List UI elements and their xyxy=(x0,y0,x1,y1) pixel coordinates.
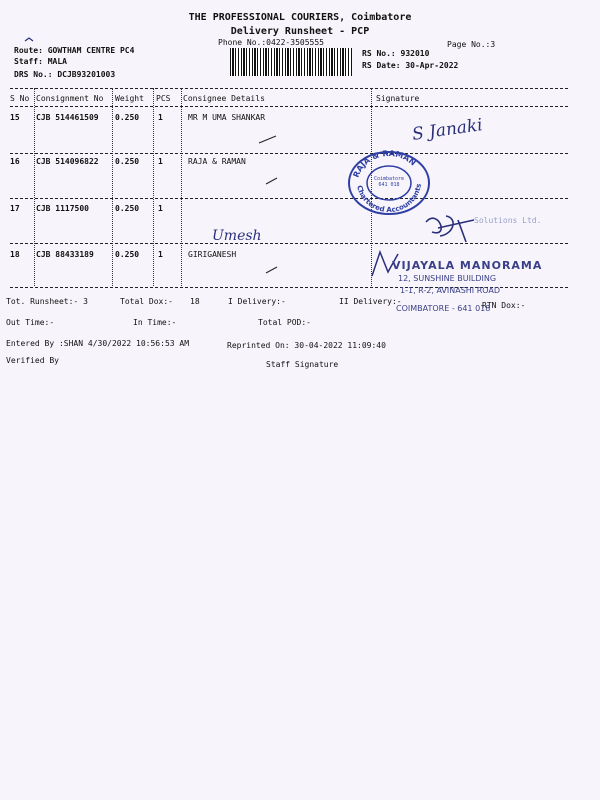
header-consignment: Consignment No xyxy=(36,94,104,103)
total-pod: Total POD:- xyxy=(258,318,311,327)
row-sno: 18 xyxy=(10,250,20,259)
rs-date: RS Date: 30-Apr-2022 xyxy=(362,61,459,70)
signature-handwritten: S Janaki xyxy=(410,115,484,145)
runsheet-title: Delivery Runsheet - PCP xyxy=(230,26,370,37)
row-weight: 0.250 xyxy=(115,157,140,166)
total-dox-label: Total Dox:- xyxy=(120,297,173,306)
row-pcs: 1 xyxy=(158,204,163,213)
ii-delivery: II Delivery:- xyxy=(339,297,402,306)
row-sno: 17 xyxy=(10,204,20,213)
row-pcs: 1 xyxy=(158,113,163,122)
company-title: THE PROFESSIONAL COURIERS, Coimbatore xyxy=(188,12,412,23)
stamp-ring-bottom: Chartered Accountants xyxy=(355,183,423,215)
reprinted-on: Reprinted On: 30-04-2022 11:09:40 xyxy=(227,341,386,350)
table-top-rule xyxy=(10,88,568,89)
raja-raman-stamp xyxy=(343,146,435,216)
i-delivery: I Delivery:- xyxy=(228,297,286,306)
row-weight: 0.250 xyxy=(115,113,140,122)
row-pcs: 1 xyxy=(158,157,163,166)
company-stamp-sign xyxy=(418,208,478,252)
total-runsheet: Tot. Runsheet:- 3 xyxy=(6,297,88,306)
barcode xyxy=(230,48,352,76)
row-consignee: RAJA & RAMAN xyxy=(188,157,246,166)
col-divider xyxy=(112,88,113,286)
row-weight: 0.250 xyxy=(115,250,140,259)
row-sno: 15 xyxy=(10,113,20,122)
out-time: Out Time:- xyxy=(6,318,55,327)
row-consignment: CJB 88433189 xyxy=(36,250,94,259)
rtn-dox: RTN Dox:- xyxy=(482,301,526,310)
tick-mark xyxy=(265,262,279,281)
staff-signature: Staff Signature xyxy=(266,360,339,369)
header-consignee: Consignee Details xyxy=(183,94,265,103)
row-consignment: CJB 514461509 xyxy=(36,113,99,122)
col-divider xyxy=(34,88,35,286)
header-signature: Signature xyxy=(376,94,420,103)
drs-number: DRS No.: DCJB93201003 xyxy=(14,70,116,79)
verified-by: Verified By xyxy=(6,356,59,365)
manorama-line1: VIJAYALA MANORAMA xyxy=(392,259,543,272)
handwritten-umesh: Umesh xyxy=(212,228,262,244)
stamp-ring-text: RAJA & RAMAN xyxy=(351,148,418,179)
total-dox-value: 18 xyxy=(190,297,200,306)
row-consignment: CJB 1117500 xyxy=(36,204,89,213)
row-rule xyxy=(10,153,568,154)
rs-number: RS No.: 932010 xyxy=(362,49,430,58)
row-sno: 16 xyxy=(10,157,20,166)
entered-by: Entered By :SHAN 4/30/2022 10:56:53 AM xyxy=(6,339,190,348)
row-rule xyxy=(10,243,568,244)
phone-number: Phone No.:0422-3505555 xyxy=(218,38,324,47)
tick-mark xyxy=(258,132,278,151)
row-weight: 0.250 xyxy=(115,204,140,213)
header-pcs: PCS xyxy=(156,94,171,103)
in-time: In Time:- xyxy=(133,318,177,327)
row-pcs: 1 xyxy=(158,250,163,259)
row-consignee: MR M UMA SHANKAR xyxy=(188,113,266,122)
row-consignment: CJB 514096822 xyxy=(36,157,99,166)
col-divider xyxy=(181,88,182,286)
manorama-line3: 1-1, R-2, AVINASHI ROAD xyxy=(400,286,501,295)
page-number: Page No.:3 xyxy=(447,40,496,49)
tick-mark xyxy=(265,173,279,192)
manorama-line4: COIMBATORE - 641 018 xyxy=(396,304,491,313)
header-bottom-rule xyxy=(10,106,568,107)
header-sno: S No xyxy=(10,94,30,103)
manorama-line2: 12, SUNSHINE BUILDING xyxy=(398,274,497,283)
staff: Staff: MALA xyxy=(14,57,67,66)
pen-mark xyxy=(24,28,34,34)
header-weight: Weight xyxy=(115,94,144,103)
company-stamp-text: Solutions Ltd. xyxy=(474,216,542,225)
row-consignee: GIRIGANESH xyxy=(188,250,237,259)
route: Route: GOWTHAM CENTRE PC4 xyxy=(14,46,135,55)
col-divider xyxy=(153,88,154,286)
row-rule xyxy=(10,198,568,199)
stamp-center-text: Coimbatore 641 018 xyxy=(373,176,405,188)
